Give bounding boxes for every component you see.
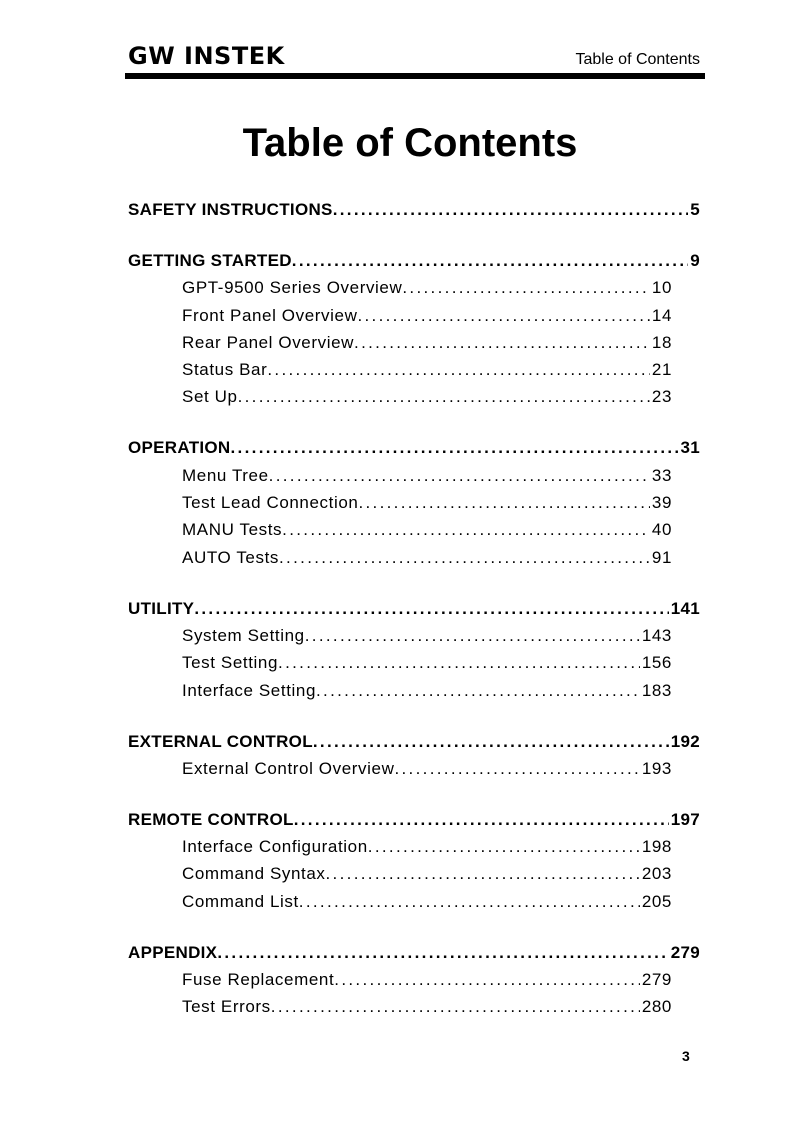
chapter-spacer	[128, 915, 700, 939]
dot-leader	[292, 247, 688, 274]
toc-chapter-entry[interactable]	[128, 728, 700, 755]
toc-entry-title: REMOTE CONTROL	[128, 809, 294, 829]
toc-section-entry[interactable]	[128, 888, 672, 915]
dot-leader	[402, 274, 650, 301]
toc-entry-page: 18	[651, 332, 672, 352]
dot-leader	[334, 966, 640, 993]
toc-section-entry[interactable]	[128, 302, 672, 329]
toc-chapter-entry[interactable]	[128, 939, 700, 966]
toc-entry-title: MANU Tests	[182, 520, 283, 540]
toc-section-entry[interactable]	[128, 993, 672, 1020]
toc-entry-title: Status Bar	[182, 360, 268, 380]
toc-entry-page: 156	[641, 653, 672, 673]
toc-entry-page: 14	[651, 305, 672, 325]
dot-leader	[282, 516, 650, 543]
toc-chapter-entry[interactable]	[128, 806, 700, 833]
toc-chapter-entry[interactable]	[128, 595, 700, 622]
toc-entry-page: 141	[670, 598, 700, 618]
toc-section-entry[interactable]	[128, 677, 672, 704]
toc-entry-page: 40	[651, 520, 672, 540]
toc-entry-title: Interface Setting	[182, 680, 316, 700]
toc-entry-page: 39	[651, 493, 672, 513]
toc-entry-page: 279	[670, 942, 700, 962]
brand-logo: GW INSTEK	[128, 42, 285, 70]
dot-leader	[279, 544, 650, 571]
dot-leader	[313, 728, 669, 755]
toc-entry-title: Fuse Replacement	[182, 969, 335, 989]
toc-section-entry[interactable]	[128, 833, 672, 860]
dot-leader	[269, 462, 650, 489]
toc-entry-page: 33	[651, 465, 672, 485]
toc-section-entry[interactable]	[128, 966, 672, 993]
toc-entry-title: UTILITY	[128, 598, 195, 618]
dot-leader	[305, 622, 640, 649]
page-number: 3	[682, 1048, 690, 1064]
toc-entry-title: Rear Panel Overview	[182, 332, 355, 352]
dot-leader	[299, 888, 640, 915]
table-of-contents	[128, 196, 700, 1021]
page-title: Table of Contents	[242, 121, 578, 165]
toc-entry-page: 23	[651, 387, 672, 407]
toc-entry-title: Interface Configuration	[182, 837, 368, 857]
dot-leader	[357, 302, 649, 329]
dot-leader	[358, 489, 649, 516]
toc-entry-title: External Control Overview	[182, 758, 395, 778]
toc-entry-page: 5	[690, 200, 700, 219]
toc-entry-title: Front Panel Overview	[182, 305, 358, 325]
toc-section-entry[interactable]	[128, 383, 672, 410]
toc-entry-title: System Setting	[182, 625, 305, 645]
toc-section-entry[interactable]	[128, 860, 672, 887]
toc-entry-page: 183	[641, 680, 672, 700]
dot-leader	[238, 383, 650, 410]
toc-entry-title: SAFETY INSTRUCTIONS	[128, 200, 333, 219]
toc-section-entry[interactable]	[128, 274, 672, 301]
toc-section-entry[interactable]	[128, 462, 672, 489]
toc-entry-page: 91	[651, 547, 672, 567]
toc-section-entry[interactable]	[128, 544, 672, 571]
toc-entry-page: 203	[641, 864, 672, 884]
toc-entry-page: 280	[641, 997, 672, 1017]
toc-entry-page: 198	[641, 837, 672, 857]
toc-entry-title: Command List	[182, 891, 299, 911]
toc-section-entry[interactable]	[128, 489, 672, 516]
toc-entry-title: Command Syntax	[182, 864, 326, 884]
toc-entry-title: APPENDIX	[128, 942, 218, 962]
toc-entry-page: 279	[641, 969, 672, 989]
toc-section-entry[interactable]	[128, 649, 672, 676]
toc-entry-title: OPERATION	[128, 438, 231, 458]
toc-section-entry[interactable]	[128, 622, 672, 649]
toc-entry-page: 192	[670, 731, 700, 751]
toc-section-entry[interactable]	[128, 516, 672, 543]
dot-leader	[394, 755, 639, 782]
toc-entry-title: Test Setting	[182, 653, 279, 673]
toc-entry-page: 193	[641, 758, 672, 778]
dot-leader	[194, 595, 668, 622]
dot-leader	[326, 860, 640, 887]
toc-entry-title: Test Lead Connection	[182, 493, 359, 513]
toc-entry-title: Menu Tree	[182, 465, 269, 485]
toc-entry-page: 205	[641, 891, 672, 911]
toc-entry-title: GETTING STARTED	[128, 250, 292, 270]
header-section-title: Table of Contents	[575, 51, 700, 68]
toc-entry-title: GPT-9500 Series Overview	[182, 278, 403, 298]
dot-leader	[278, 649, 640, 676]
chapter-spacer	[128, 782, 700, 806]
toc-entry-page: 9	[690, 250, 700, 270]
toc-chapter-entry[interactable]	[128, 434, 700, 461]
toc-entry-page: 21	[651, 360, 672, 380]
dot-leader	[217, 939, 668, 966]
toc-entry-title: Set Up	[182, 387, 238, 407]
chapter-spacer	[128, 411, 700, 435]
toc-entry-page: 197	[670, 809, 700, 829]
chapter-spacer	[128, 571, 700, 595]
toc-entry-page: 143	[641, 625, 672, 645]
chapter-spacer	[128, 223, 700, 247]
dot-leader	[354, 329, 650, 356]
dot-leader	[267, 356, 650, 383]
header-divider	[125, 73, 705, 79]
dot-leader	[368, 833, 640, 860]
dot-leader	[333, 196, 689, 223]
toc-section-entry[interactable]	[128, 755, 672, 782]
toc-entry-title: Test Errors	[182, 997, 271, 1017]
toc-entry-page: 10	[651, 278, 672, 298]
toc-chapter-entry[interactable]	[128, 196, 700, 223]
dot-leader	[231, 434, 679, 461]
dot-leader	[316, 677, 640, 704]
page-header	[125, 40, 705, 82]
toc-entry-page: 31	[680, 438, 700, 458]
toc-section-entry[interactable]	[128, 329, 672, 356]
toc-section-entry[interactable]	[128, 356, 672, 383]
dot-leader	[271, 993, 640, 1020]
chapter-spacer	[128, 704, 700, 728]
toc-chapter-entry[interactable]	[128, 247, 700, 274]
dot-leader	[294, 806, 669, 833]
toc-entry-title: EXTERNAL CONTROL	[128, 731, 313, 751]
toc-entry-title: AUTO Tests	[182, 547, 280, 567]
